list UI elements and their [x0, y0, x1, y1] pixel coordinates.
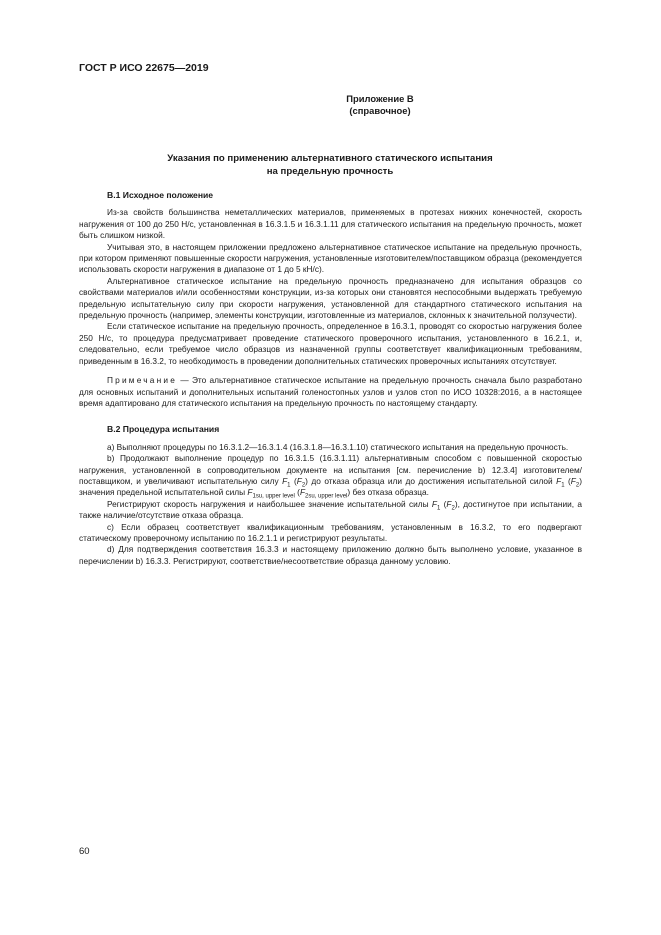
paragraph: Учитывая это, в настоящем приложении предложено альтернативное статическое испытание на предельную прочность, при котором применяют повышенные скорости нагружения, установленные изготовителем/поставщиком образца (рекомендуется использовать скорости нагружения в диапазоне от 1 до 5 кН/с).	[79, 241, 582, 275]
section-heading-b2: В.2 Процедура испытания	[107, 424, 220, 435]
annex-title: Приложение В	[346, 93, 414, 104]
annex-heading	[300, 93, 460, 117]
paragraph: Регистрируют скорость нагружения и наибольшее значение испытательной силы $F_1$ $(F_2)$, достигнутое при испытании, а также наличие/отсутствие отказа образца.	[79, 498, 582, 521]
note-label: Примечание	[107, 375, 178, 386]
note-paragraph	[79, 375, 582, 409]
note-text: — Это альтернативное статическое испытание на предельную прочность сначала было разработано для основных испытаний и дополнительных испытаний голеностопных узлов и узлов стоп по ИСО 10328:2016, а в настоящее время адаптировано для статического испытания на предельную прочность по настоящему стандарту.	[79, 375, 582, 408]
annex-subtitle: (справочное)	[349, 105, 411, 116]
paragraph: Альтернативное статическое испытание на предельную прочность предназначено для испытания образцов со свойствами материалов и/или особенностями конструкции, из-за которых они становятся неспособными выдержать требуемую предельную испытательную силу при скорости нагружения, установленной для стандартного статического испытания на предельную прочность (например, элементы конструкции, изготовленные из материалов, склонных к значительной ползучести).	[79, 275, 582, 321]
list-item-c: с) Если образец соответствует квалификационным требованиям, установленным в 16.3.2, то его подвергают статическому проверочному испытанию по 16.2.1.1 и регистрируют результаты.	[79, 521, 582, 543]
document-title-line-1: Указания по применению альтернативного статического испытания	[167, 153, 493, 164]
document-title	[120, 153, 540, 178]
section-heading-b1: В.1 Исходное положение	[107, 190, 214, 200]
page-number: 60	[79, 846, 90, 857]
document-id: ГОСТ Р ИСО 22675—2019	[79, 62, 209, 74]
document-title-line-2: на предельную прочность	[266, 165, 394, 177]
document-body	[79, 190, 582, 567]
list-item-a: а) Выполняют процедуры по 16.3.1.2—16.3.1.4 (16.3.1.8—16.3.1.10) статического испытания на предельную прочность.	[107, 441, 569, 452]
paragraph: Из-за свойств большинства неметаллических материалов, применяемых в протезах нижних конечностей, скорость нагружения от 100 до 250 Н/с, установленная в 16.3.1.5 и 16.3.1.11 для статического испытания на предельную прочность, может быть слишком низкой.	[79, 207, 582, 241]
paragraph: Если статическое испытание на предельную прочность, определенное в 16.3.1, проводят со скоростью нагружения более 250 Н/с, то процедура предусматривает проведение статического проверочного испытания, установленного в 16.2.1, и, следовательно, если требуемое число образцов из назначенной группы соответствует квалификационным требованиям, приведенным в 16.3.2, то необходимость в проведении дополнительных статических проверочных испытаниях отсутствует.	[79, 321, 582, 366]
list-item-b: b) Продолжают выполнение процедур по 16.3.1.5 (16.3.1.11) альтернативным способом с повышенной скоростью нагружения, установленной в сопроводительном документе на испытания [см. перечисление b) 12.3.4] изготовителем/поставщиком, и увеличивают испытательную силу $F_1$ $(F_2)$ до отказа образца или до достижения испытательной силой $F_1$ $(F_2)$ значения предельной испытательной силы $F_{1su, upper level}$ $(F_{2su, upper level})$ без отказа образца.	[79, 453, 582, 500]
list-item-d: d) Для подтверждения соответствия 16.3.3 и настоящему приложению должно быть выполнено условие, указанное в перечислении b) 16.3.3. Регистрируют, соответствие/несоответствие образца данному условию.	[79, 544, 582, 566]
